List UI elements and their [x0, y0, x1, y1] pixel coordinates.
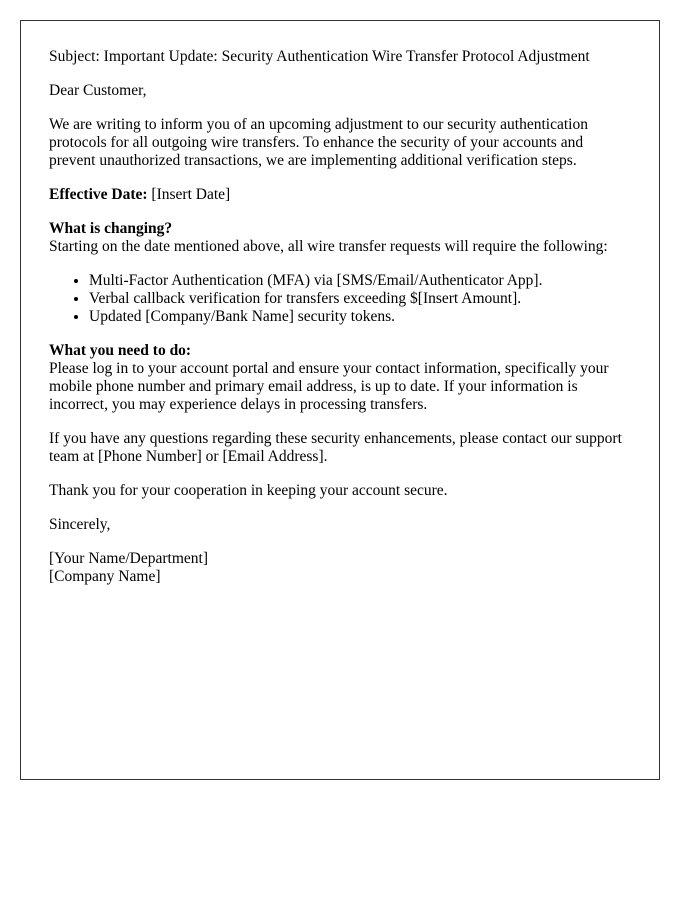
- list-item: • Verbal callback verification for transfers exceeding $[Insert Amount].: [89, 290, 631, 308]
- todo-section: [49, 342, 631, 414]
- changing-text: Starting on the date mentioned above, all wire transfer requests will require the following:: [49, 238, 608, 255]
- changing-section: [49, 220, 631, 256]
- letter-document: [20, 20, 660, 780]
- changes-list: [49, 272, 631, 326]
- list-item: • Updated [Company/Bank Name] security tokens.: [89, 308, 631, 326]
- closing: Sincerely,: [49, 516, 111, 533]
- subject-line: Subject: Important Update: Security Authentication Wire Transfer Protocol Adjustment: [49, 48, 590, 65]
- thanks-paragraph: Thank you for your cooperation in keeping your account secure.: [49, 482, 448, 499]
- signature-company: [Company Name]: [49, 568, 161, 585]
- list-item: • Multi-Factor Authentication (MFA) via [SMS/Email/Authenticator App].: [89, 272, 631, 290]
- todo-heading: What you need to do:: [49, 342, 192, 359]
- questions-paragraph: If you have any questions regarding these security enhancements, please contact our support team at [Phone Number] or [Email Address].: [49, 430, 622, 465]
- effective-date-value: [Insert Date]: [147, 186, 231, 203]
- effective-date-line: [49, 186, 631, 204]
- effective-date-label: Effective Date:: [49, 186, 148, 203]
- todo-text: Please log in to your account portal and ensure your contact information, specifically your mobile phone number and primary email address, is up to date. If your information is incorrect, you may experience delays in processing transfers.: [49, 360, 609, 413]
- signature-name: [Your Name/Department]: [49, 550, 208, 567]
- greeting: Dear Customer,: [49, 82, 147, 99]
- intro-paragraph: We are writing to inform you of an upcoming adjustment to our security authentication protocols for all outgoing wire transfers. To enhance the security of your accounts and prevent unauthorized transactions, we are implementing additional verification steps.: [49, 116, 588, 169]
- signature-block: [49, 550, 631, 586]
- changing-heading: What is changing?: [49, 220, 173, 237]
